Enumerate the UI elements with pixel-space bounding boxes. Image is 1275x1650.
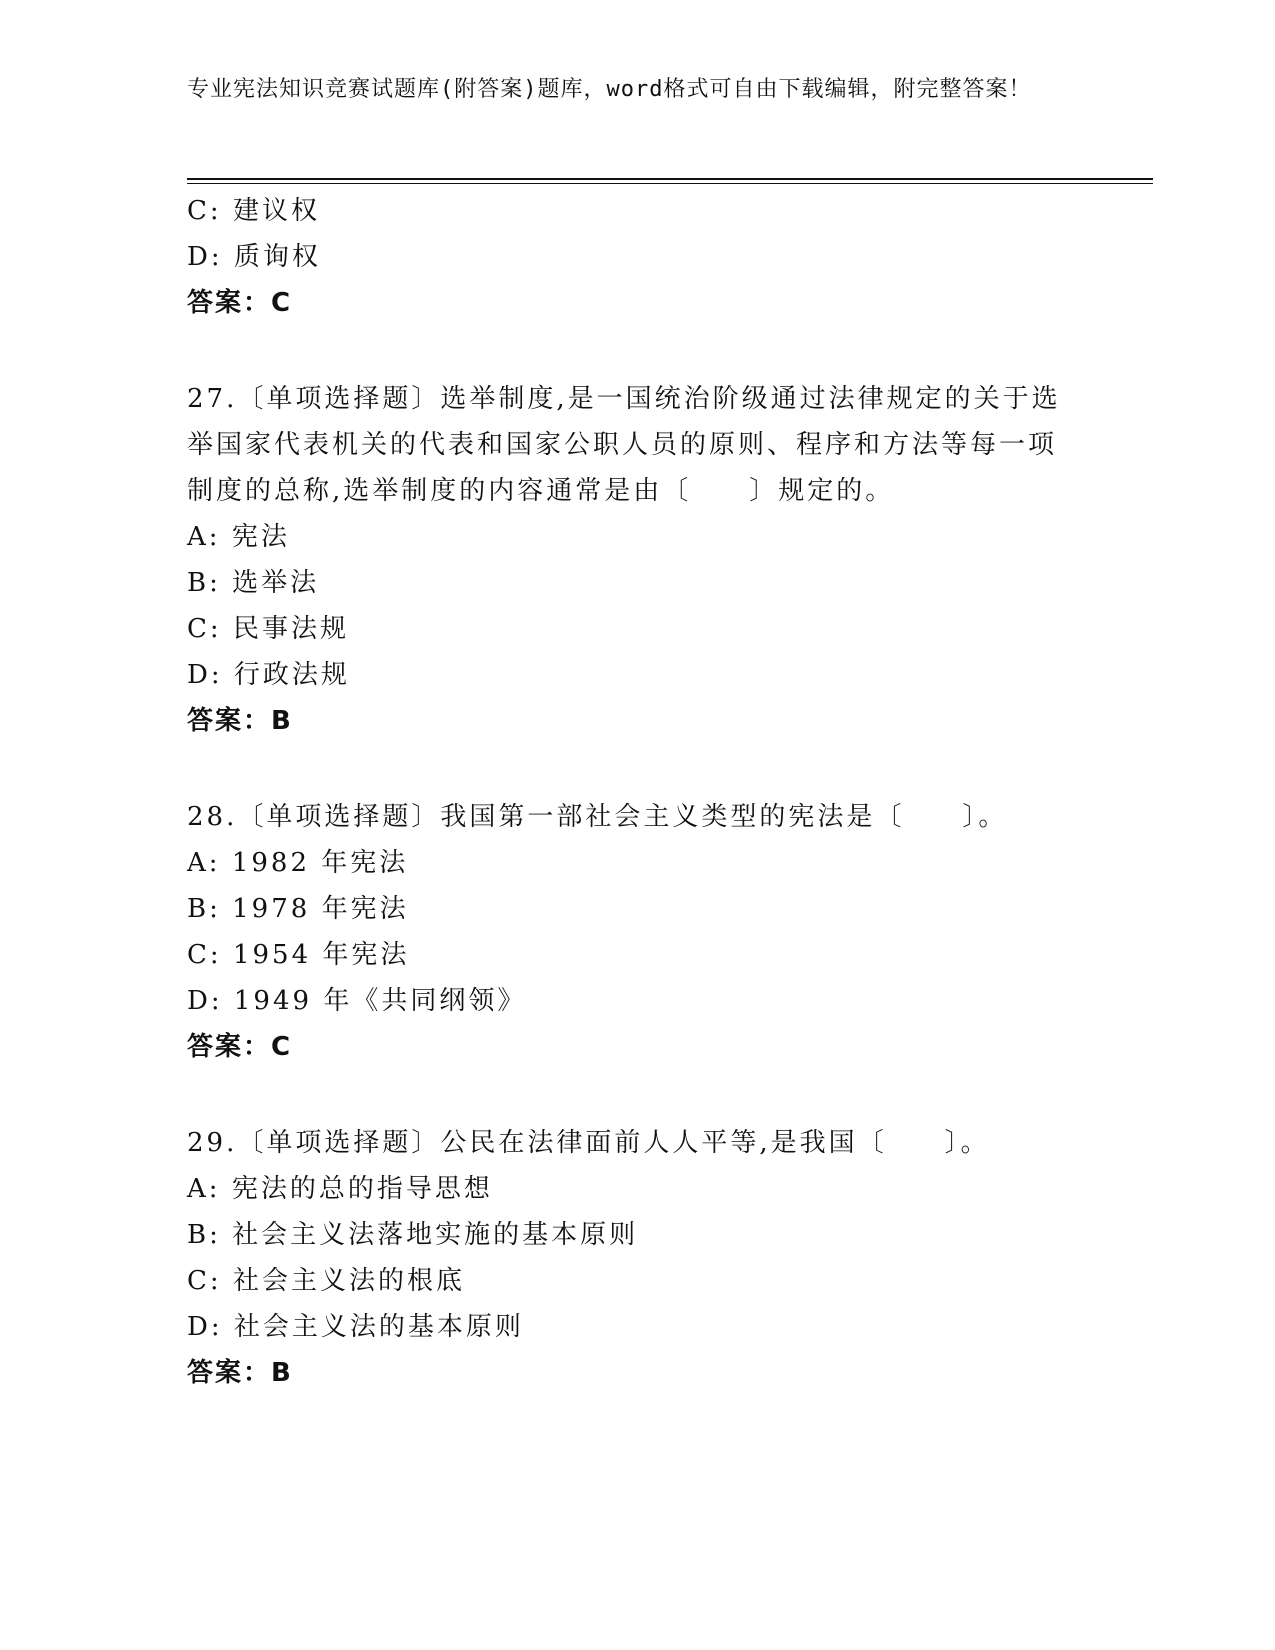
option-letter: C xyxy=(187,1266,210,1296)
option-letter: C xyxy=(187,940,210,970)
option-text: 建议权 xyxy=(232,196,320,226)
option-text: 1949 年《共同纲领》 xyxy=(233,986,527,1016)
option-c: C: 1954 年宪法 xyxy=(187,940,410,970)
question-number: 29. xyxy=(187,1128,238,1158)
option-a: A: 宪法的总的指导思想 xyxy=(187,1174,493,1204)
option-text: 1982 年宪法 xyxy=(231,848,409,878)
answer-line: 答案：B xyxy=(187,706,293,736)
question-type: 〔单项选择题〕 xyxy=(237,384,441,414)
option-a: A: 1982 年宪法 xyxy=(187,848,409,878)
answer-line: 答案：C xyxy=(187,288,293,318)
option-c: C: 建议权 xyxy=(187,196,320,226)
option-text: 社会主义法的根底 xyxy=(232,1266,465,1296)
answer-label: 答案 xyxy=(187,288,244,318)
option-d: D: 社会主义法的基本原则 xyxy=(187,1312,524,1342)
stem-line xyxy=(187,1120,1087,1166)
option-letter: D xyxy=(187,660,211,690)
stem-text: 选举制度,是一国统治阶级通过法律规定的关于选 xyxy=(440,384,1061,414)
answer-label: 答案 xyxy=(187,706,244,736)
option-text: 宪法 xyxy=(231,522,290,552)
option-text: 选举法 xyxy=(232,568,320,598)
header-divider xyxy=(187,178,1153,184)
answer-value: B xyxy=(271,706,293,736)
answer-line: 答案：B xyxy=(187,1358,293,1388)
stem-line xyxy=(187,376,1067,422)
option-text: 1954 年宪法 xyxy=(232,940,410,970)
option-d: D: 1949 年《共同纲领》 xyxy=(187,986,527,1016)
stem-line: 举国家代表机关的代表和国家公职人员的原则、程序和方法等每一项 xyxy=(187,430,1058,460)
answer-label: 答案 xyxy=(187,1358,244,1388)
option-text: 1978 年宪法 xyxy=(232,894,409,924)
question-28 xyxy=(187,794,1087,1070)
question-29 xyxy=(187,1120,1087,1396)
option-letter: C xyxy=(187,196,210,226)
option-c: C: 民事法规 xyxy=(187,614,349,644)
option-b: B: 选举法 xyxy=(187,568,320,598)
question-type: 〔单项选择题〕 xyxy=(237,1128,441,1158)
option-b: B: 1978 年宪法 xyxy=(187,894,409,924)
option-letter: A xyxy=(187,848,209,878)
option-d: D: 质询权 xyxy=(187,242,321,272)
stem-line xyxy=(187,794,1087,840)
question-number: 28. xyxy=(187,802,238,832)
option-d: D: 行政法规 xyxy=(187,660,350,690)
option-letter: A xyxy=(187,1174,209,1204)
option-letter: A xyxy=(187,522,209,552)
answer-value: C xyxy=(271,288,293,318)
option-text: 宪法的总的指导思想 xyxy=(231,1174,493,1204)
previous-question-tail xyxy=(187,188,1087,326)
option-letter: B xyxy=(187,894,210,924)
option-text: 社会主义法落地实施的基本原则 xyxy=(232,1220,639,1250)
answer-line: 答案：C xyxy=(187,1032,293,1062)
option-text: 社会主义法的基本原则 xyxy=(233,1312,524,1342)
option-letter: D xyxy=(187,1312,211,1342)
option-letter: B xyxy=(187,1220,210,1250)
option-b: B: 社会主义法落地实施的基本原则 xyxy=(187,1220,639,1250)
question-type: 〔单项选择题〕 xyxy=(237,802,441,832)
stem-text: 我国第一部社会主义类型的宪法是〔 〕。 xyxy=(440,802,1008,832)
question-number: 27. xyxy=(187,384,238,414)
question-27 xyxy=(187,376,1087,744)
stem-line: 制度的总称,选举制度的内容通常是由〔 〕规定的。 xyxy=(187,476,895,506)
option-a: A: 宪法 xyxy=(187,522,290,552)
option-letter: C xyxy=(187,614,210,644)
option-text: 质询权 xyxy=(233,242,321,272)
answer-value: B xyxy=(271,1358,293,1388)
stem-text: 公民在法律面前人人平等,是我国〔 〕。 xyxy=(440,1128,990,1158)
option-letter: D xyxy=(187,242,211,272)
option-c: C: 社会主义法的根底 xyxy=(187,1266,465,1296)
option-letter: B xyxy=(187,568,210,598)
option-text: 民事法规 xyxy=(232,614,349,644)
answer-value: C xyxy=(271,1032,293,1062)
question-list xyxy=(187,188,1087,1396)
question-stem xyxy=(187,376,1067,514)
option-text: 行政法规 xyxy=(233,660,350,690)
answer-label: 答案 xyxy=(187,1032,244,1062)
option-letter: D xyxy=(187,986,211,1016)
page-header: 专业宪法知识竞赛试题库(附答案)题库，word格式可自由下载编辑，附完整答案！ xyxy=(187,77,1032,102)
